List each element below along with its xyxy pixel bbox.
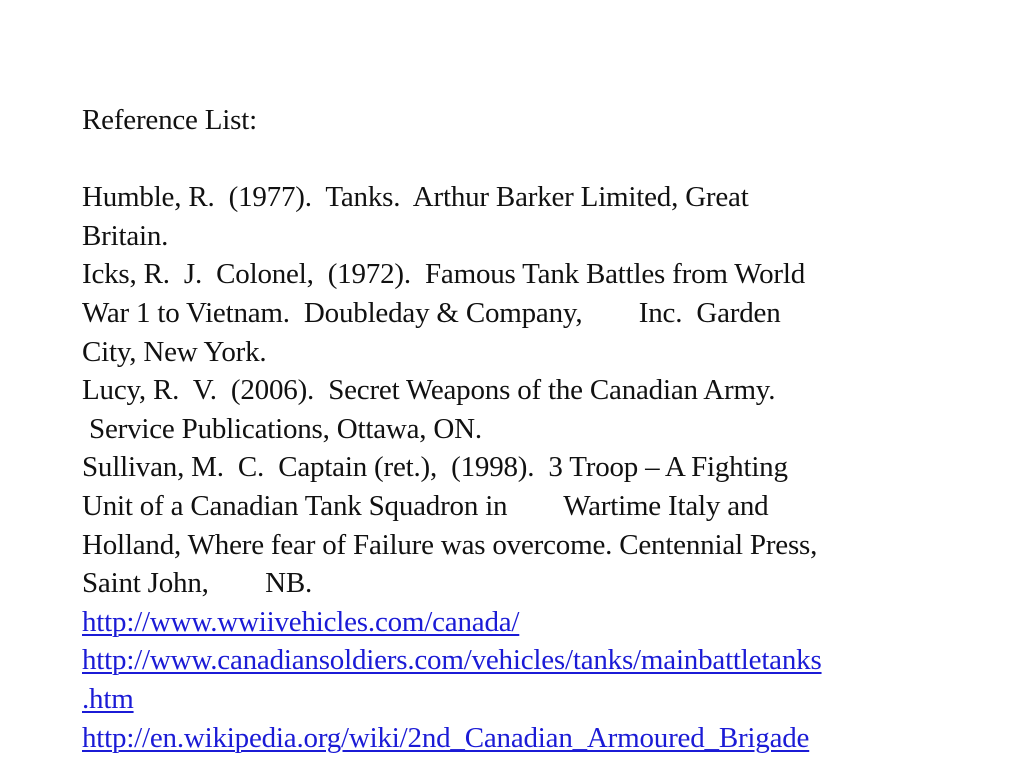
reference-line: Unit of a Canadian Tank Squadron in Wartime Italy and	[82, 489, 769, 522]
reference-link-wwiivehicles[interactable]	[82, 603, 982, 642]
link-canadiansoldiers-continued[interactable]: .htm	[82, 682, 134, 715]
reference-line: Holland, Where fear of Failure was overcome. Centennial Press,	[82, 528, 818, 561]
reference-line: Service Publications, Ottawa, ON.	[82, 412, 482, 445]
reference-link-canadiansoldiers[interactable]	[82, 641, 982, 718]
reference-list	[82, 101, 982, 757]
link-wikipedia[interactable]: http://en.wikipedia.org/wiki/2nd_Canadian_Armoured_Brigade	[82, 721, 810, 754]
reference-line: City, New York.	[82, 335, 267, 368]
reference-entry-lucy	[82, 371, 982, 448]
reference-line: Britain.	[82, 219, 169, 252]
reference-line: War 1 to Vietnam. Doubleday & Company, Inc. Garden	[82, 296, 781, 329]
link-wwiivehicles[interactable]: http://www.wwiivehicles.com/canada/	[82, 605, 520, 638]
reference-line: Lucy, R. V. (2006). Secret Weapons of the Canadian Army.	[82, 374, 776, 407]
reference-line: Icks, R. J. Colonel, (1972). Famous Tank Battles from World	[82, 258, 806, 291]
link-canadiansoldiers[interactable]: http://www.canadiansoldiers.com/vehicles/tanks/mainbattletanks	[82, 644, 822, 677]
reference-entry-sullivan	[82, 448, 982, 602]
reference-entry-icks	[82, 255, 982, 371]
reference-line: Humble, R. (1977). Tanks. Arthur Barker Limited, Great	[82, 181, 749, 214]
reference-link-wikipedia[interactable]	[82, 719, 982, 758]
reference-line: Saint John, NB.	[82, 567, 313, 600]
reference-entry-humble	[82, 178, 982, 255]
blank-line	[82, 140, 982, 179]
reference-list-heading: Reference List:	[82, 104, 257, 136]
reference-line: Sullivan, M. C. Captain (ret.), (1998). 3 Troop – A Fighting	[82, 451, 788, 484]
